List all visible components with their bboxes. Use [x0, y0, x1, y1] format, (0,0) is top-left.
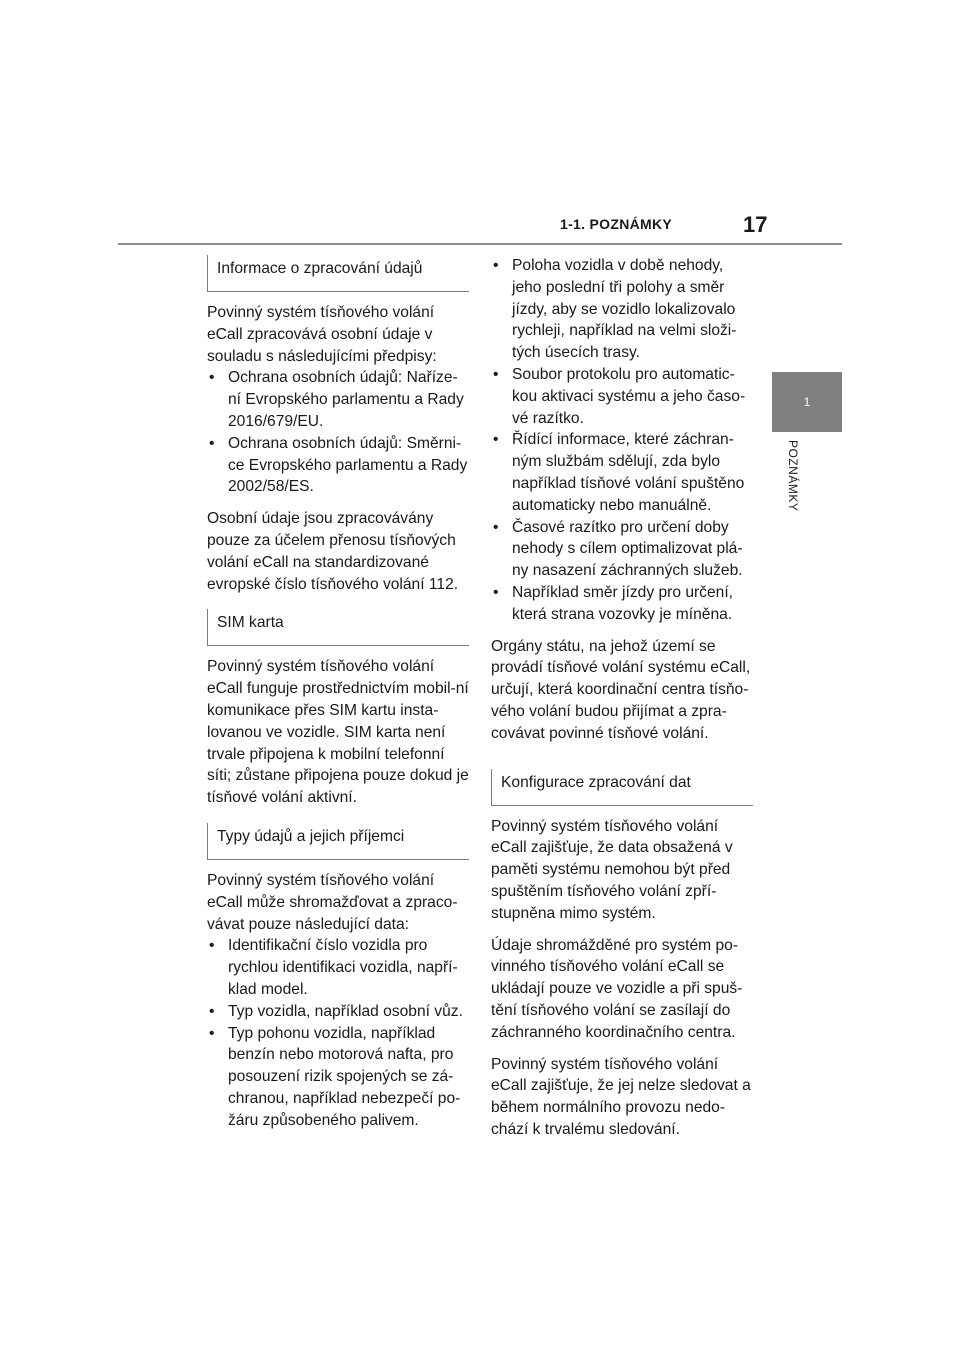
bullet-list — [491, 255, 753, 626]
list-item: • Ochrana osobních údajů: Naříze-ní Evropského parlamentu a Rady 2016/679/EU. — [207, 367, 469, 432]
chapter-number: 1 — [803, 395, 811, 409]
list-item: • Identifikační číslo vozidla pro rychlou identifikaci vozidla, napří-klad model. — [207, 935, 469, 1000]
page-number: 17 — [743, 212, 768, 237]
paragraph: Povinný systém tísňového volání eCall může shromažďovat a zpraco-vávat pouze následující data: — [207, 871, 458, 933]
list-item: • Například směr jízdy pro určení, která strana vozovky je míněna. — [491, 582, 753, 626]
list-item: • Soubor protokolu pro automatic-kou aktivaci systému a jeho časo-vé razítko. — [491, 364, 753, 429]
heading-data-types: Typy údajů a jejich příjemci — [207, 823, 469, 860]
right-column — [491, 255, 753, 1151]
paragraph: Povinný systém tísňového volání eCall zajišťuje, že data obsažená v paměti systému nemohou být před spuštěním tísňového volání zpří-stupněna mimo systém. — [491, 817, 733, 922]
paragraph: Povinný systém tísňového volání eCall zajišťuje, že jej nelze sledovat a během normálního provozu nedo-chází k trvalému sledování. — [491, 1055, 751, 1138]
chapter-label: POZNÁMKY — [786, 440, 800, 512]
paragraph: Osobní údaje jsou zpracovávány pouze za účelem přenosu tísňových volání eCall na standardizované evropské číslo tísňového volání 112. — [207, 510, 459, 593]
list-item: • Poloha vozidla v době nehody, jeho poslední tři polohy a směr jízdy, aby se vozidlo lokalizovalo rychleji, například na velmi složi-tých úsecích trasy. — [491, 255, 753, 364]
list-item: • Ochrana osobních údajů: Směrni-ce Evropského parlamentu a Rady 2002/58/ES. — [207, 433, 469, 498]
bullet-list — [207, 367, 469, 498]
section-title: 1-1. POZNÁMKY — [560, 216, 673, 232]
heading-data-processing: Informace o zpracování údajů — [207, 255, 469, 292]
bullet-list — [207, 935, 469, 1131]
left-column — [207, 255, 469, 1142]
header-divider — [118, 243, 842, 245]
list-item: • Časové razítko pro určení doby nehody s cílem optimalizovat plá-ny nasazení záchranných služeb. — [491, 517, 753, 582]
list-item: • Typ pohonu vozidla, například benzín nebo motorová nafta, pro posouzení rizik spojených se zá-chranou, například nebezpečí po-žáru způsobeného palivem. — [207, 1023, 469, 1132]
chapter-tab — [772, 372, 842, 432]
list-item: • Řídící informace, které záchran-ným službám sdělují, zda bylo například tísňové volání spuštěno automaticky nebo manuálně. — [491, 429, 753, 516]
heading-data-config: Konfigurace zpracování dat — [491, 769, 753, 806]
paragraph: Povinný systém tísňového volání eCall funguje prostřednictvím mobil-ní komunikace přes SIM kartu insta-lovanou ve vozidle. SIM karta není trvale připojena k mobilní telefonní síti; zůstane připojena pouze dokud je tísňové volání aktivní. — [207, 658, 469, 807]
paragraph: Orgány státu, na jehož území se provádí tísňové volání systému eCall, určují, která koordinační centra tísňo-vého volání budou přijímat a zpra-covávat povinné tísňové volání. — [491, 637, 751, 742]
heading-sim-card: SIM karta — [207, 609, 469, 646]
paragraph: Povinný systém tísňového volání eCall zpracovává osobní údaje v souladu s následujícími předpisy: — [207, 304, 437, 365]
list-item: • Typ vozidla, například osobní vůz. — [207, 1001, 469, 1023]
paragraph: Údaje shromážděné pro systém po-vinného tísňového volání eCall se ukládají pouze ve vozidle a při spuš-tění tísňového volání se zasílají do záchranného koordinačního centra. — [491, 936, 743, 1041]
